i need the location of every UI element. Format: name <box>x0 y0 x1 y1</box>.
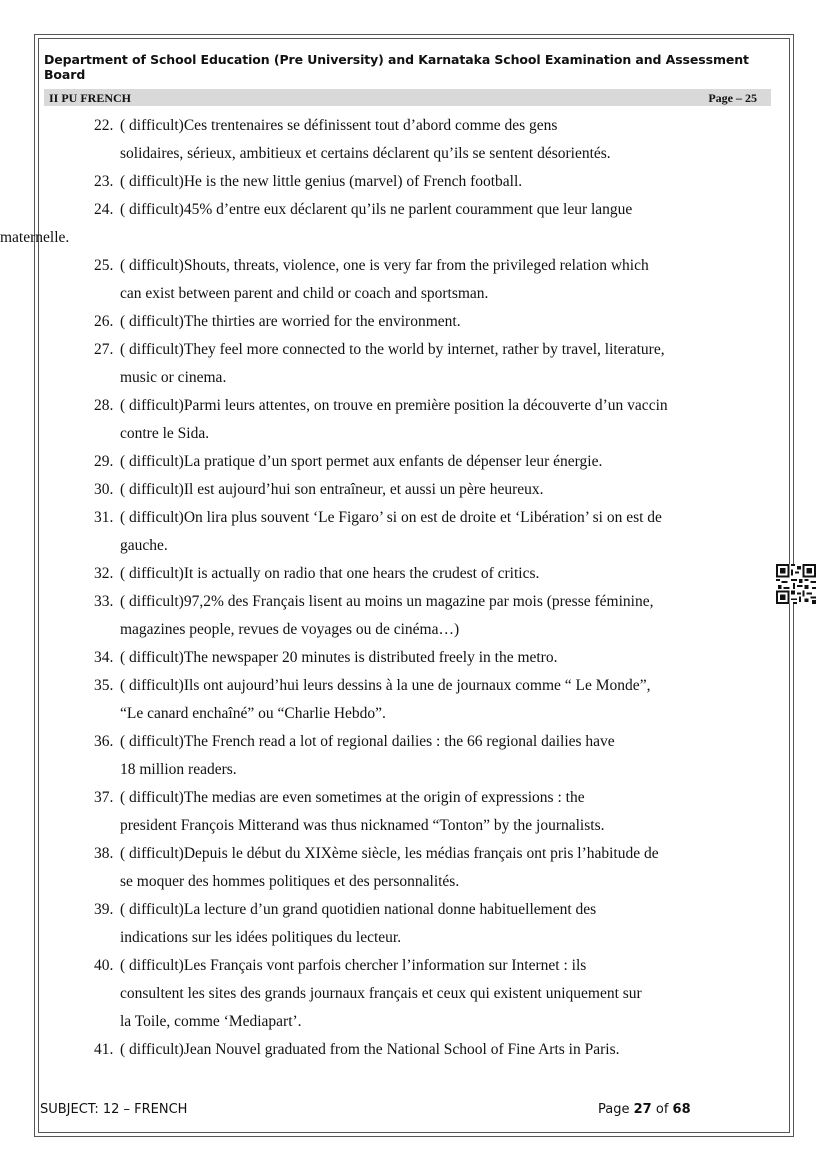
question-text: ( difficult)La lecture d’un grand quotidien national donne habituellement des <box>120 901 597 918</box>
question-number: 38. <box>94 845 114 862</box>
footer-page-count <box>598 1102 691 1117</box>
question-number: 41. <box>94 1041 114 1058</box>
question-text: ( difficult)The newspaper 20 minutes is distributed freely in the metro. <box>120 649 558 666</box>
question-text: ( difficult)The French read a lot of regional dailies : the 66 regional dailies have <box>120 733 615 750</box>
question-text: ( difficult)45% d’entre eux déclarent qu’ils ne parlent couramment que leur langue <box>120 201 633 218</box>
question-text: ( difficult)They feel more connected to the world by internet, rather by travel, literature, <box>120 341 665 358</box>
question-item <box>94 672 759 728</box>
question-list <box>0 112 759 1064</box>
question-text: ( difficult)Parmi leurs attentes, on trouve en première position la découverte d’un vaccin <box>120 397 668 414</box>
question-text: ( difficult)97,2% des Français lisent au moins un magazine par mois (presse féminine, <box>120 593 654 610</box>
question-item <box>94 392 759 448</box>
question-item <box>94 728 759 784</box>
question-number: 25. <box>94 257 114 274</box>
question-number: 26. <box>94 313 114 330</box>
question-item <box>94 952 759 1036</box>
question-text: ( difficult)Les Français vont parfois chercher l’information sur Internet : ils <box>120 957 587 974</box>
question-text-continued: la Toile, comme ‘Mediapart’. <box>120 1013 302 1030</box>
question-text: ( difficult)The thirties are worried for the environment. <box>120 313 461 330</box>
question-number: 40. <box>94 957 114 974</box>
question-text-continued: “Le canard enchaîné” ou “Charlie Hebdo”. <box>120 705 386 722</box>
question-text: ( difficult)The medias are even sometimes at the origin of expressions : the <box>120 789 585 806</box>
question-text: ( difficult)Ces trentenaires se définissent tout d’abord comme des gens <box>120 117 558 134</box>
question-item <box>0 196 759 252</box>
question-number: 24. <box>94 201 114 218</box>
question-text-continued: magazines people, revues de voyages ou de cinéma…) <box>120 621 460 638</box>
question-item <box>94 588 759 644</box>
question-number: 30. <box>94 481 114 498</box>
question-number: 33. <box>94 593 114 610</box>
question-item <box>94 840 759 896</box>
question-number: 22. <box>94 117 114 134</box>
subject-label: II PU FRENCH <box>49 91 132 105</box>
question-text-continued: maternelle. <box>0 229 70 246</box>
question-text: ( difficult)Shouts, threats, violence, one is very far from the privileged relation which <box>120 257 649 274</box>
footer-page-prefix: Page <box>598 1102 630 1117</box>
question-text-continued: 18 million readers. <box>120 761 237 778</box>
question-item <box>94 896 759 952</box>
question-text-continued: gauche. <box>120 537 168 554</box>
question-text-continued: se moquer des hommes politiques et des personnalités. <box>120 873 460 890</box>
question-text-continued: indications sur les idées politiques du lecteur. <box>120 929 402 946</box>
question-text-continued: consultent les sites des grands journaux français et ceux qui existent uniquement sur <box>120 985 642 1002</box>
qr-code-icon <box>776 564 816 604</box>
question-text: ( difficult)Jean Nouvel graduated from the National School of Fine Arts in Paris. <box>120 1041 620 1058</box>
question-item <box>94 560 759 588</box>
question-item <box>94 644 759 672</box>
question-item <box>94 112 759 168</box>
footer-page-of: of <box>655 1102 669 1117</box>
footer-subject: SUBJECT: 12 – FRENCH <box>40 1102 188 1117</box>
question-item <box>94 336 759 392</box>
question-text-continued: president François Mitterand was thus nicknamed “Tonton” by the journalists. <box>120 817 605 834</box>
question-text-continued: solidaires, sérieux, ambitieux et certains déclarent qu’ils se sentent désorientés. <box>120 145 611 162</box>
question-text: ( difficult)La pratique d’un sport permet aux enfants de dépenser leur énergie. <box>120 453 603 470</box>
question-item <box>94 476 759 504</box>
board-title: Department of School Education (Pre University) and Karnataka School Examination and Assessment Board <box>44 52 749 82</box>
question-number: 34. <box>94 649 114 666</box>
question-text-continued: music or cinema. <box>120 369 227 386</box>
question-number: 31. <box>94 509 114 526</box>
question-number: 32. <box>94 565 114 582</box>
question-item <box>94 504 759 560</box>
question-text: ( difficult)Il est aujourd’hui son entraîneur, et aussi un père heureux. <box>120 481 544 498</box>
question-item <box>94 308 759 336</box>
question-item <box>94 168 759 196</box>
question-item <box>94 784 759 840</box>
footer-page-total: 68 <box>672 1102 691 1117</box>
question-text: ( difficult)It is actually on radio that one hears the crudest of critics. <box>120 565 540 582</box>
question-number: 35. <box>94 677 114 694</box>
question-number: 27. <box>94 341 114 358</box>
question-item <box>94 252 759 308</box>
page-label: Page – 25 <box>708 91 757 105</box>
question-text: ( difficult)Depuis le début du XIXème siècle, les médias français ont pris l’habitude de <box>120 845 659 862</box>
question-number: 36. <box>94 733 114 750</box>
question-text: ( difficult)He is the new little genius (marvel) of French football. <box>120 173 523 190</box>
question-number: 39. <box>94 901 114 918</box>
question-text: ( difficult)Ils ont aujourd’hui leurs dessins à la une de journaux comme “ Le Monde”, <box>120 677 651 694</box>
question-number: 37. <box>94 789 114 806</box>
question-number: 29. <box>94 453 114 470</box>
question-number: 28. <box>94 397 114 414</box>
question-item <box>94 448 759 476</box>
question-number: 23. <box>94 173 114 190</box>
question-text: ( difficult)On lira plus souvent ‘Le Figaro’ si on est de droite et ‘Libération’ si on est de <box>120 509 662 526</box>
question-item <box>94 1036 759 1064</box>
header-bar <box>44 89 771 106</box>
question-text-continued: can exist between parent and child or coach and sportsman. <box>120 285 489 302</box>
footer-page-current: 27 <box>633 1102 652 1117</box>
question-text-continued: contre le Sida. <box>120 425 210 442</box>
